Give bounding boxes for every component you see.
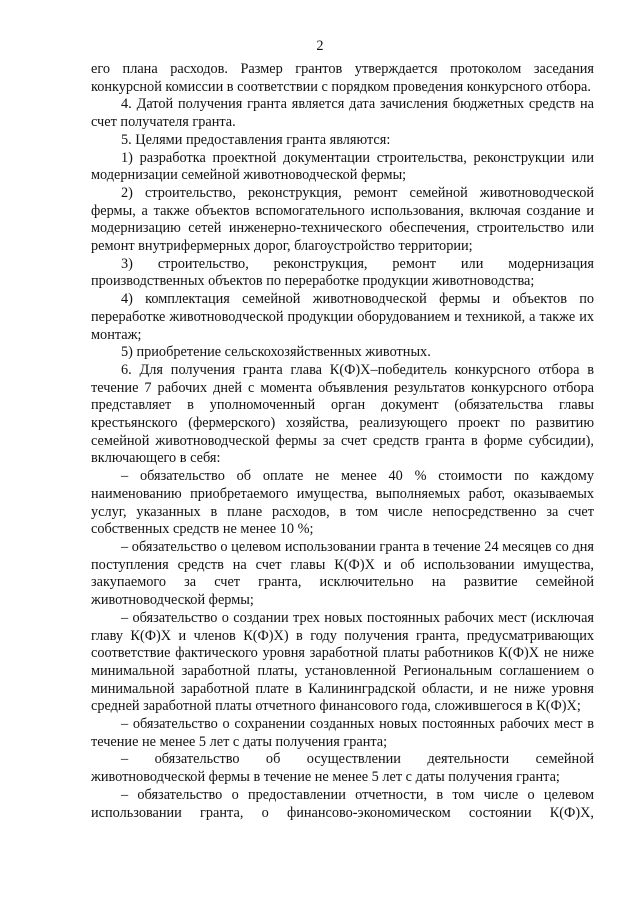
paragraph: 1) разработка проектной документации строительства, реконструкции или модернизации семейной животноводческой фермы; [91,149,594,184]
paragraph: – обязательство о предоставлении отчетности, в том числе о целевом использовании гранта, о финансово-экономическом состоянии К(Ф)Х, [91,786,594,821]
paragraph: – обязательство об оплате не менее 40 % стоимости по каждому наименованию приобретаемого имущества, выполняемых работ, оказываемых услуг, указанных в плане расходов, в том числе непосредственно за счет собственных средств не менее 10 %; [91,468,594,538]
paragraph: – обязательство о сохранении созданных новых постоянных рабочих мест в течение не менее 5 лет с даты получения гранта; [91,716,594,750]
paragraph: – обязательство об осуществлении деятельности семейной животноводческой фермы в течение не менее 5 лет с даты получения гранта; [91,751,594,786]
document-body [91,61,594,822]
paragraph: 6. Для получения гранта глава К(Ф)Х–победитель конкурсного отбора в течение 7 рабочих дней с момента объявления результатов конкурсного отбора представляет в уполномоченный орган документ (обязательства главы крестьянского (фермерского) хозяйства, реализующего проект по развитию семейной животноводческой фермы за счет средств гранта в форме субсидии), включающего в себя: [91,361,594,467]
paragraph: 4. Датой получения гранта является дата зачисления бюджетных средств на счет получателя гранта. [91,96,594,131]
paragraph: 3) строительство, реконструкция, ремонт или модернизация производственных объектов по переработке продукции животноводства; [91,255,594,290]
paragraph: 5) приобретение сельскохозяйственных животных. [121,344,431,361]
paragraph: 5. Целями предоставления гранта являются: [121,131,391,148]
paragraph: его плана расходов. Размер грантов утверждается протоколом заседания конкурсной комиссии в соответствии с порядком проведения конкурсного отбора. [91,61,594,95]
paragraph: 2) строительство, реконструкция, ремонт семейной животноводческой фермы, а также объектов вспомогательного использования, включая создание и модернизацию сетей инженерно-технического обеспечения, строительство или ремонт внутрифермерных дорог, благоустройство территории; [91,184,594,255]
paragraph: – обязательство о целевом использовании гранта в течение 24 месяцев со дня поступления средств на счет главы К(Ф)Х и об использовании имущества, закупаемого за счет гранта, исключительно на развитие семейной животноводческой фермы; [91,538,594,609]
paragraph: – обязательство о создании трех новых постоянных рабочих мест (исключая главу К(Ф)Х и членов К(Ф)Х) в году получения гранта, предусматривающих соответствие фактического уровня заработной платы работников К(Ф)Х не ниже минимальной заработной платы, установленной Региональным соглашением о минимальной заработной плате в Калининградской области, и не ниже уровня средней заработной платы отчетного финансового года, сложившегося в К(Ф)Х; [91,609,594,715]
page-number: 2 [316,38,324,54]
paragraph: 4) комплектация семейной животноводческой фермы и объектов по переработке животноводческой продукции оборудованием и техникой, а также их монтаж; [91,291,594,343]
